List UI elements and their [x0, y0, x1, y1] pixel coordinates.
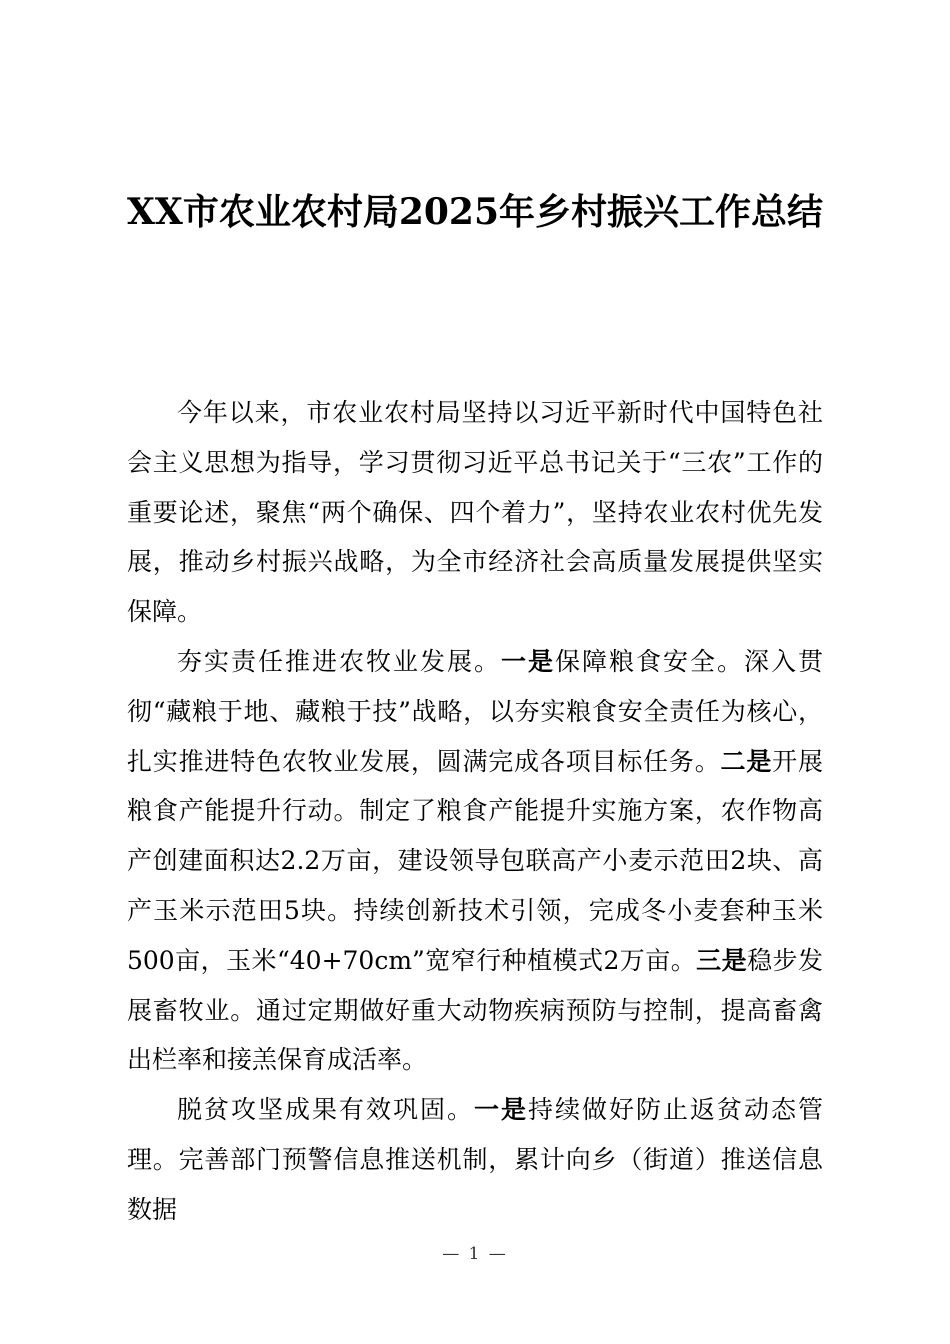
item-text: 开展粮食产能提升行动。制定了粮食产能提升实施方案，农作物高产创建面积达2.2万亩，建设领导包联高产小麦示范田2块、高产玉米示范田5块。持续创新技术引领，完成冬小麦套种玉米500亩，玉米“40+70cm”宽窄行种植模式2万亩。	[127, 746, 823, 975]
item-marker: 一是	[500, 646, 555, 676]
page-number: — 1 —	[442, 1244, 508, 1264]
item-marker: 三是	[696, 945, 748, 975]
item-marker: 二是	[720, 746, 773, 776]
section-lead: 夯实责任推进农牧业发展。	[177, 646, 501, 676]
section-lead: 脱贫攻坚成果有效巩固。	[177, 1095, 474, 1125]
item-text: 稳步发展畜牧业。通过定期做好重大动物疾病预防与控制，提高畜禽出栏率和接羔保育成活率。	[127, 945, 823, 1075]
item-text: 持续做好防止返贫动态管理。完善部门预警信息推送机制，累计向乡（街道）推送信息数据	[127, 1095, 823, 1224]
item-text: 保障粮食安全。深入贯彻“藏粮于地、藏粮于技”战略，以夯实粮食安全责任为核心，扎实推进特色农牧业发展，圆满完成各项目标任务。	[127, 646, 823, 776]
item-marker: 一是	[473, 1095, 528, 1125]
intro-paragraph: 今年以来，市农业农村局坚持以习近平新时代中国特色社会主义思想为指导，学习贯彻习近平总书记关于“三农”工作的重要论述，聚焦“两个确保、四个着力”，坚持农业农村优先发展，推动乡村振兴战略，为全市经济社会高质量发展提供坚实保障。	[127, 398, 823, 627]
section-paragraph-agriculture	[127, 637, 823, 1085]
document-title: XX市农业农村局2025年乡村振兴工作总结	[126, 191, 824, 233]
document-body	[127, 388, 823, 1235]
section-paragraph-poverty	[127, 1085, 823, 1234]
